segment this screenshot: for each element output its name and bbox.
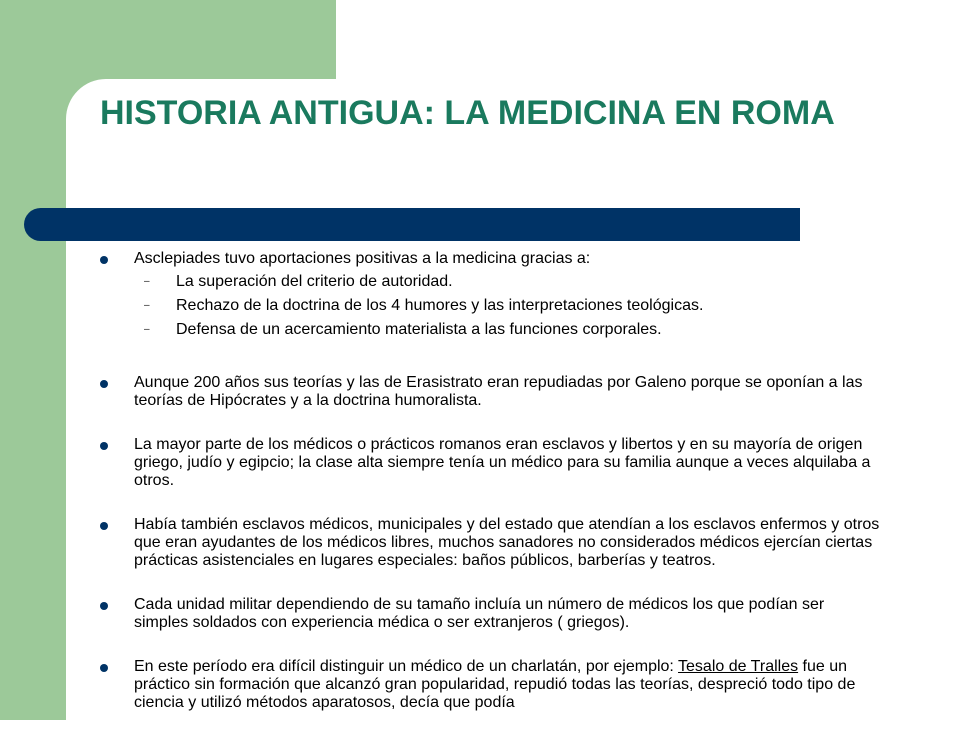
bullet-text: Aunque 200 años sus teorías y las de Erasistrato eran repudiadas por Galeno porque se oponían a las teorías de Hipócrates y a la doctrina humoralista. [134, 374, 863, 409]
sub-item [134, 297, 880, 321]
tesalo-de-tralles-link[interactable]: Tesalo de Tralles [678, 658, 799, 675]
bullet-item [100, 596, 880, 632]
bullet-item [100, 658, 880, 712]
sub-text: Rechazo de la doctrina de los 4 humores y las interpretaciones teológicas. [176, 297, 704, 314]
sub-item [134, 321, 880, 345]
bullet-item [100, 374, 880, 410]
bullet-dot-icon [100, 664, 108, 672]
bullet-text-after: fue un práctico sin formación que alcanzó gran popularidad, repudió todas las teorías, despreció todo tipo de ciencia y utilizó métodos aparatosos, decía que podía [134, 658, 856, 711]
bullet-text: Había también esclavos médicos, municipales y del estado que atendían a los esclavos enfermos y otros que eran ayudantes de los médicos libres, muchos sanadores no considerados médicos ejercían ciertas prácticas asistenciales en lugares especiales: baños públicos, barberías y teatros. [134, 516, 880, 569]
bullet-dot-icon [100, 442, 108, 450]
bullet-body [134, 250, 880, 345]
slide-content [100, 250, 880, 738]
bullet-text: La mayor parte de los médicos o prácticos romanos eran esclavos y libertos y en su mayoría de origen griego, judío y egipcio; la clase alta siempre tenía un médico para su familia aunque a veces alquilaba a otros. [134, 436, 871, 489]
sub-text: La superación del criterio de autoridad. [176, 273, 453, 290]
bullet-dot-icon [100, 522, 108, 530]
bullet-item [100, 516, 880, 570]
title-underline-bar [24, 208, 800, 241]
slide-title: HISTORIA ANTIGUA: LA MEDICINA EN ROMA [100, 94, 835, 132]
bullet-dot-icon [100, 256, 108, 264]
bullet-text-before: En este período era difícil distinguir un médico de un charlatán, por ejemplo: [134, 658, 679, 675]
bullet-body [134, 658, 880, 712]
sub-text: Defensa de un acercamiento materialista a las funciones corporales. [176, 321, 662, 338]
dash-icon: – [144, 300, 150, 311]
bullet-item [100, 250, 880, 345]
sub-item [134, 273, 880, 297]
bullet-dot-icon [100, 602, 108, 610]
bullet-dot-icon [100, 380, 108, 388]
bullet-text: Asclepiades tuvo aportaciones positivas a la medicina gracias a: [134, 250, 591, 267]
dash-icon: – [144, 324, 150, 335]
bullet-item [100, 436, 880, 490]
sub-list [134, 273, 880, 345]
dash-icon: – [144, 276, 150, 287]
bullet-text: Cada unidad militar dependiendo de su tamaño incluía un número de médicos los que podían ser simples soldados con experiencia médica o ser extranjeros ( griegos). [134, 596, 825, 631]
